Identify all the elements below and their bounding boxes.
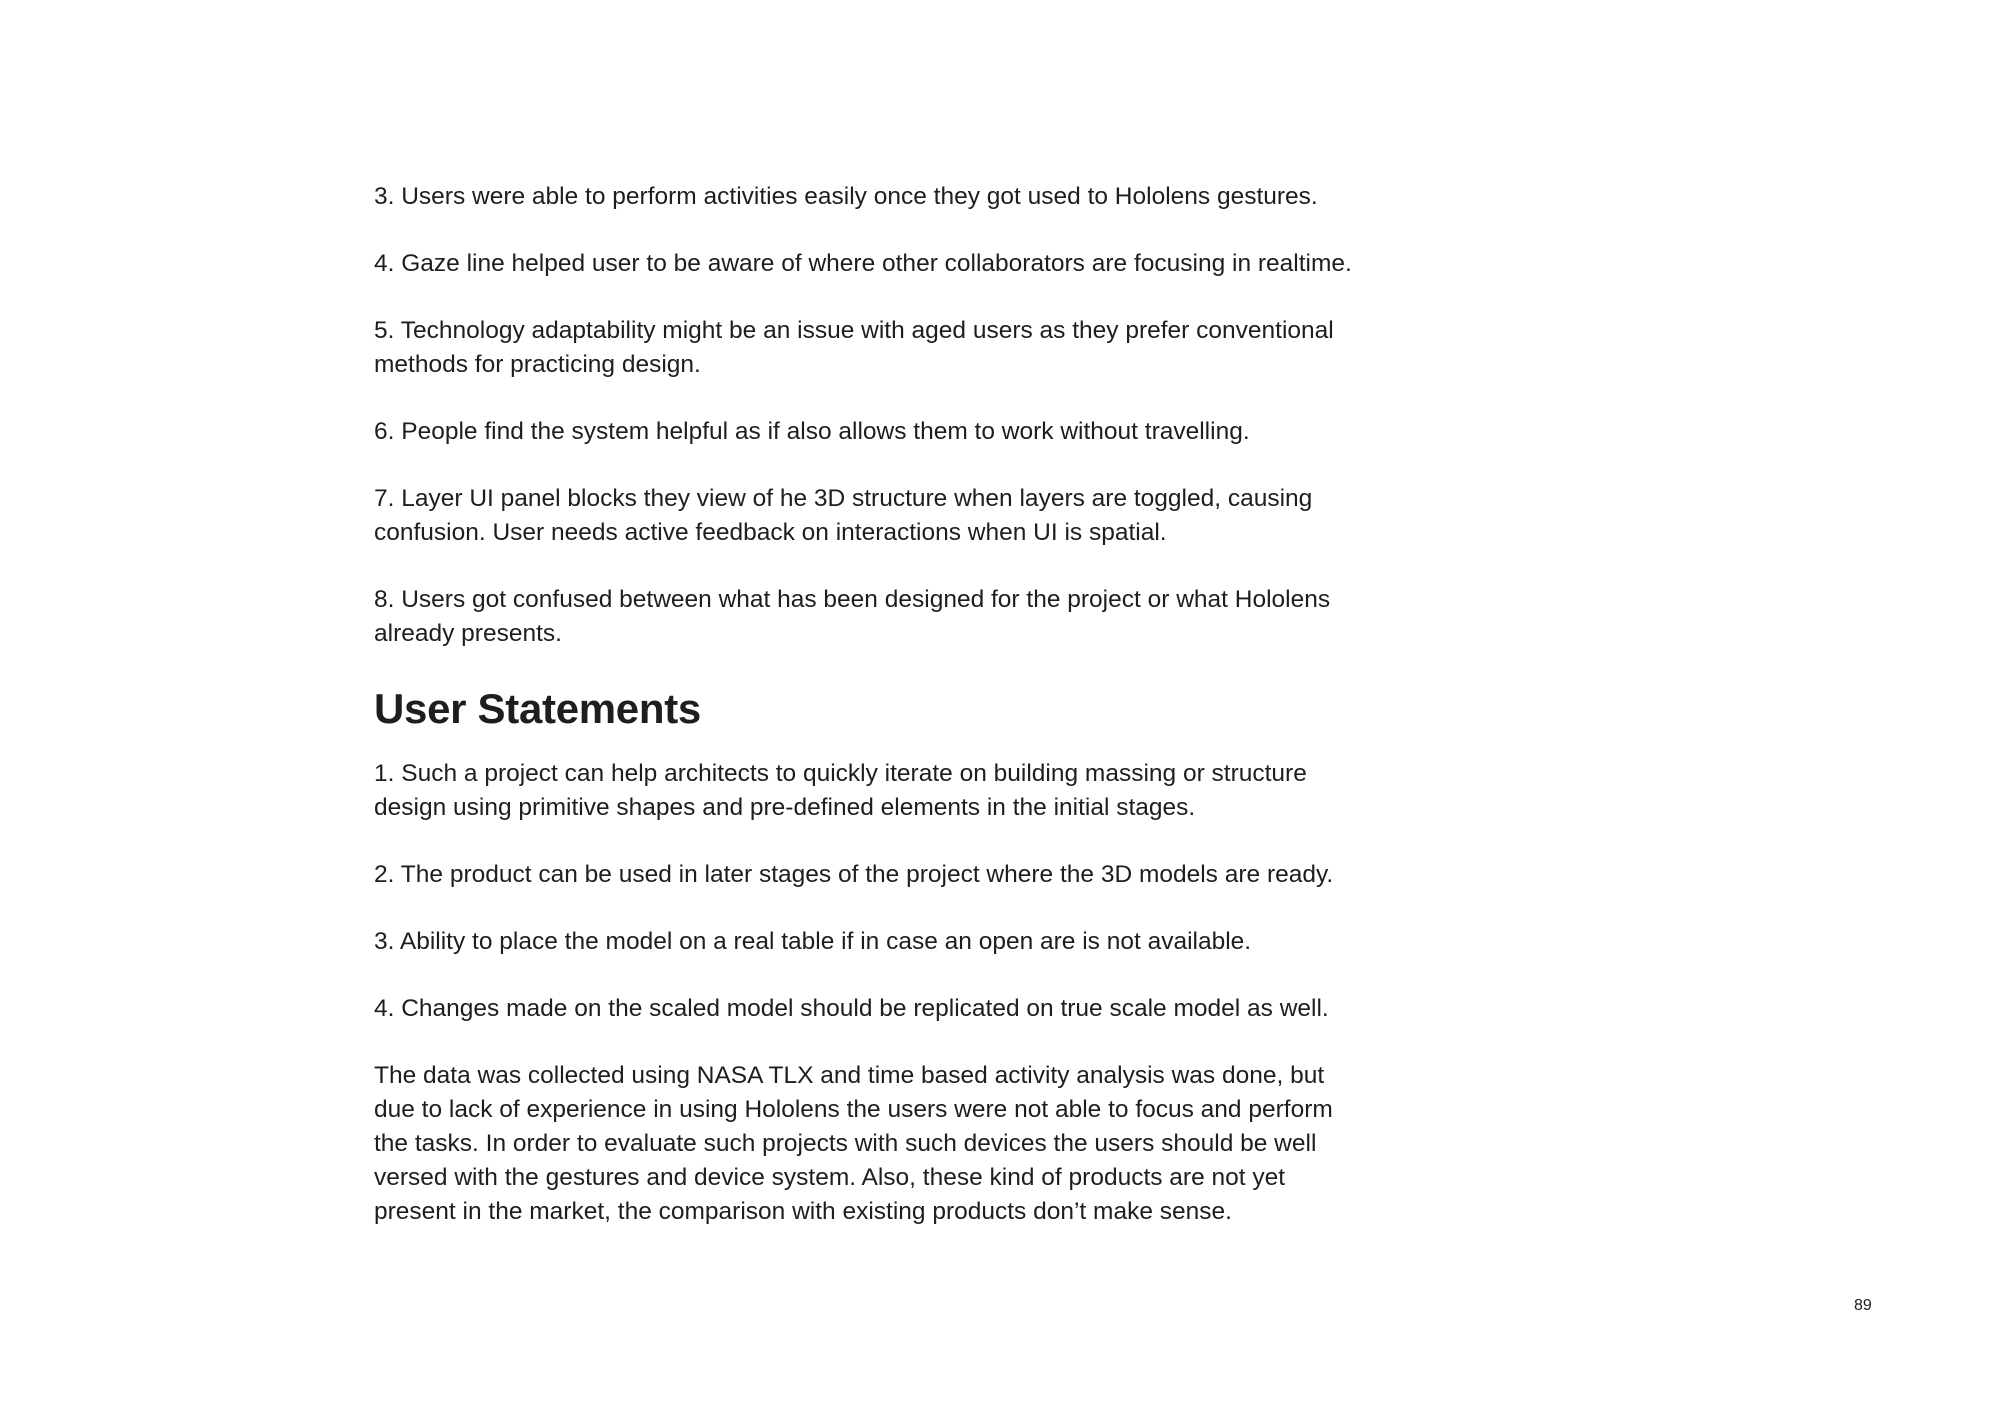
finding-7 [374, 482, 1364, 550]
conclusion-line-1: The data was collected using NASA TLX and time based activity analysis was done, but [374, 1062, 1325, 1089]
user-statement-4-line-1: 4. Changes made on the scaled model should be replicated on true scale model as well. [374, 995, 1329, 1022]
page-number: 89 [1854, 1297, 1872, 1314]
user-statements-heading: User Statements [374, 685, 701, 732]
finding-3 [374, 180, 1364, 214]
conclusion-line-5: present in the market, the comparison with existing products don’t make sense. [374, 1198, 1232, 1225]
finding-6 [374, 415, 1364, 449]
finding-4 [374, 247, 1364, 281]
finding-5-line-1: 5. Technology adaptability might be an issue with aged users as they prefer conventional [374, 317, 1334, 344]
finding-8-line-1: 8. Users got confused between what has been designed for the project or what Hololens [374, 586, 1331, 613]
finding-7-line-2: confusion. User needs active feedback on interactions when UI is spatial. [374, 519, 1167, 546]
finding-5-line-2: methods for practicing design. [374, 351, 701, 378]
user-statement-2 [374, 858, 1364, 892]
user-statement-4 [374, 992, 1364, 1026]
conclusion-line-3: the tasks. In order to evaluate such projects with such devices the users should be well [374, 1130, 1317, 1157]
user-statement-1-line-1: 1. Such a project can help architects to quickly iterate on building massing or structure [374, 760, 1307, 787]
finding-6-line-1: 6. People find the system helpful as if also allows them to work without travelling. [374, 418, 1250, 445]
conclusion-line-4: versed with the gestures and device system. Also, these kind of products are not yet [374, 1164, 1286, 1191]
finding-5 [374, 314, 1364, 382]
conclusion-paragraph [374, 1059, 1364, 1229]
finding-8-line-2: already presents. [374, 620, 562, 647]
user-statement-3-line-1: 3. Ability to place the model on a real table if in case an open are is not available. [374, 928, 1252, 955]
user-statement-2-line-1: 2. The product can be used in later stages of the project where the 3D models are ready. [374, 861, 1334, 888]
conclusion-line-2: due to lack of experience in using Hololens the users were not able to focus and perform [374, 1096, 1333, 1123]
user-statement-1-line-2: design using primitive shapes and pre-defined elements in the initial stages. [374, 794, 1196, 821]
user-statement-3 [374, 925, 1364, 959]
page-content [374, 180, 1364, 1262]
finding-8 [374, 583, 1364, 651]
user-statement-1 [374, 757, 1364, 825]
finding-3-line-1: 3. Users were able to perform activities easily once they got used to Hololens gestures. [374, 183, 1318, 210]
finding-4-line-1: 4. Gaze line helped user to be aware of where other collaborators are focusing in realtime. [374, 250, 1352, 277]
finding-7-line-1: 7. Layer UI panel blocks they view of he 3D structure when layers are toggled, causing [374, 485, 1313, 512]
